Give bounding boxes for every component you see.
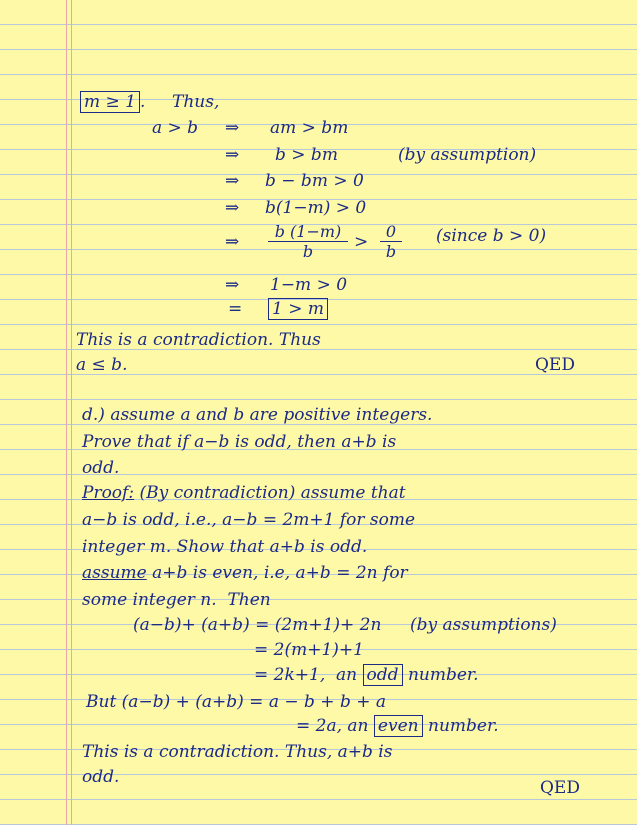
implies-arrow-5: ⇒ <box>225 232 240 252</box>
even-box: even <box>374 715 423 737</box>
step-3: b − bm > 0 <box>265 171 364 191</box>
note-by-assumption: (by assumption) <box>398 145 537 165</box>
implies-arrow-3: ⇒ <box>225 171 240 191</box>
fraction-right-numerator: 0 <box>380 222 402 242</box>
number-label-2: number. <box>428 716 499 736</box>
qed-c: QED <box>535 355 575 375</box>
d-line-7 <box>82 563 408 583</box>
proof-label: Proof: <box>82 483 135 503</box>
qed-d: QED <box>540 778 580 798</box>
period: . <box>140 92 146 112</box>
equals-sign: = <box>228 299 243 319</box>
d-line-2: Prove that if a−b is odd, then a+b is <box>82 432 397 452</box>
fraction-left-numerator: b (1−m) <box>268 222 348 242</box>
fraction-left-denominator: b <box>302 242 314 261</box>
odd-box: odd <box>363 664 403 686</box>
equation-2: = 2(m+1)+1 <box>254 640 364 660</box>
line-7-rest: a+b is even, i.e, a+b = 2n for <box>146 563 408 583</box>
d-line-8: some integer n. Then <box>82 590 271 610</box>
one-gt-m-box: 1 > m <box>268 298 328 320</box>
greater-than: > <box>354 232 369 252</box>
step-4: b(1−m) > 0 <box>265 198 367 218</box>
proof-rest: (By contradiction) assume that <box>134 483 406 503</box>
fraction-right <box>380 222 402 261</box>
implies-arrow-4: ⇒ <box>225 198 240 218</box>
equation-3: = 2k+1, <box>254 665 326 685</box>
d-line-1: d.) assume a and b are positive integers. <box>82 405 433 425</box>
fraction-left <box>268 222 348 261</box>
d-line-4 <box>82 483 406 503</box>
m-geq-1-line <box>80 92 145 112</box>
step-6: 1−m > 0 <box>270 275 348 295</box>
note-by-assumptions: (by assumptions) <box>410 615 557 635</box>
an-label-2: an <box>347 716 369 736</box>
conclusion-c: a ≤ b. <box>76 355 128 375</box>
number-label-1: number. <box>407 665 479 685</box>
thus-label: Thus, <box>172 92 220 112</box>
equation-4-line <box>296 716 499 736</box>
an-label-1: an <box>336 665 358 685</box>
d-line-3: odd. <box>82 458 120 478</box>
note-since-b-positive: (since b > 0) <box>436 226 547 246</box>
implies-arrow-1: ⇒ <box>225 118 240 138</box>
equation-3-line <box>254 665 479 685</box>
equation-4: = 2a, <box>296 716 343 736</box>
m-geq-1-box: m ≥ 1 <box>80 91 140 113</box>
contradiction-line-c: This is a contradiction. Thus <box>76 330 321 350</box>
d-line-5: a−b is odd, i.e., a−b = 2m+1 for some <box>82 510 416 530</box>
but-line: But (a−b) + (a+b) = a − b + b + a <box>86 692 387 712</box>
odd-conclusion: odd. <box>82 767 120 787</box>
d-line-6: integer m. Show that a+b is odd. <box>82 537 368 557</box>
a-gt-b: a > b <box>152 118 199 138</box>
step-2: b > bm <box>275 145 338 165</box>
equation-1-lhs: (a−b)+ (a+b) = (2m+1)+ 2n <box>133 615 382 635</box>
step-1: am > bm <box>270 118 349 138</box>
fraction-right-denominator: b <box>385 242 397 261</box>
assume-label: assume <box>82 563 147 583</box>
implies-arrow-6: ⇒ <box>225 275 240 295</box>
implies-arrow-2: ⇒ <box>225 145 240 165</box>
step-7-line <box>268 299 328 319</box>
contradiction-line-d: This is a contradiction. Thus, a+b is <box>82 742 393 762</box>
